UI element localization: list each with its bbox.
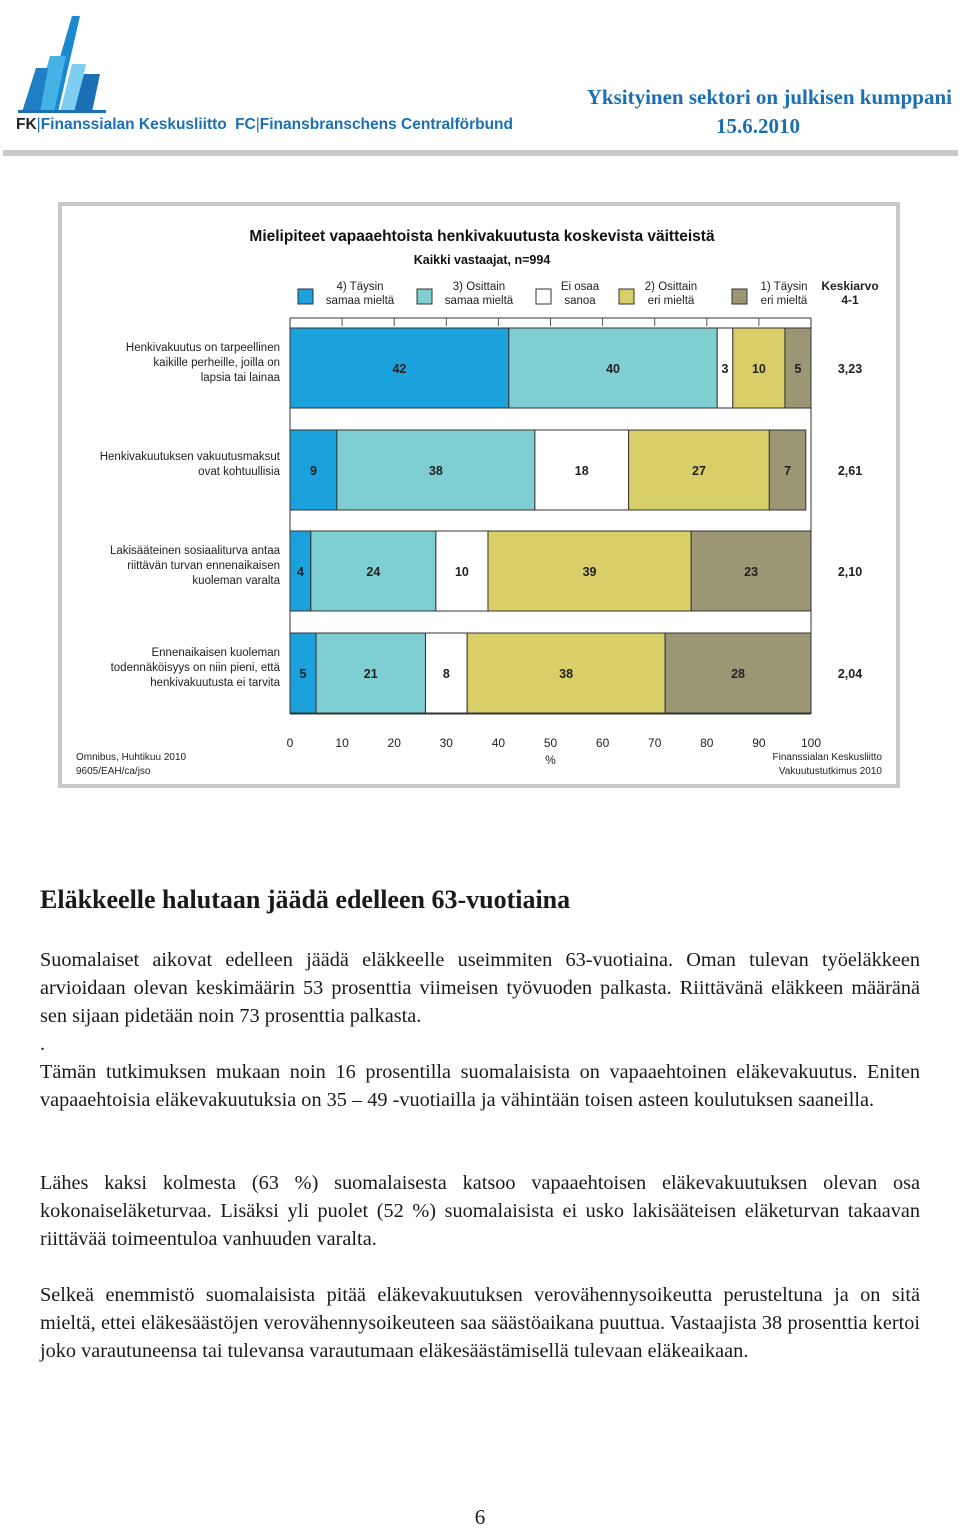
x-tick-label-70: 70: [648, 736, 662, 750]
org-fk-abbr: FK: [16, 116, 37, 133]
paragraph-dot: .: [40, 1033, 46, 1055]
org-fc-name: Finansbranschens Centralförbund: [259, 116, 513, 133]
legend-label-5: 1) Täysin eri mieltä: [760, 281, 808, 307]
paragraph-3: Lähes kaksi kolmesta (63 %) suomalaisesta katsoo vapaaehtoisen eläkevakuutuksen olevan osa kokonaiseläketurvaa. Lisäksi yli puolet (52 %) suomalaisista ei usko lakisääteisen eläketurvan takaavan riittävää toimeentuloa vanhuuden varalta.: [40, 1172, 920, 1250]
bar-label-r1-s3: 3: [721, 362, 729, 376]
paragraph-4: Selkeä enemmistö suomalaisista pitää eläkevakuutuksen verovähennysoikeutta perusteltuna ja on sitä mieltä, ettei eläkesäästöjen verovähennysoikeuteen saa säästöaikana puuttua. Vastaajista 38 prosenttia kertoi joko varautuneensa tai tulevansa varautumaan eläkesäästämisellä tulevaan eläkeaikaan.: [40, 1284, 920, 1362]
source-left: Omnibus, Huhtikuu 2010 9605/EAH/ca/jso: [76, 752, 187, 777]
mean-value-1: 3,23: [837, 362, 863, 376]
legend-label-2: 3) Osittain samaa mieltä: [444, 281, 514, 307]
mean-header: Keskiarvo 4-1: [821, 279, 879, 307]
legend-label-1: 4) Täysin samaa mieltä: [325, 281, 395, 307]
category-label-4: Ennenaikaisen kuoleman todennäköisyys on niin pieni, että henkivakuutusta ei tarvita: [110, 647, 280, 689]
bar-label-r4-s5: 28: [731, 667, 746, 681]
bar-label-r2-s2: 38: [428, 464, 443, 478]
bar-label-r2-s1: 9: [309, 464, 317, 478]
bar-label-r3-s5: 23: [744, 565, 759, 579]
paragraph-1: Suomalaiset aikovat edelleen jäädä eläkkeelle useimmiten 63-vuotiaina. Oman tulevan työeläkkeen arvioidaan olevan keskimäärin 53 prosenttia viimeisen työvuoden palkasta. Riittävänä eläkkeen määränä sen sijaan pidetään noin 73 prosenttia palkasta.: [40, 949, 920, 1027]
x-tick-label-80: 80: [700, 736, 714, 750]
bar-label-r1-s1: 42: [392, 362, 407, 376]
paragraph-2: Tämän tutkimuksen mukaan noin 16 prosentilla suomalaisista on vapaaehtoinen eläkevakuutus. Eniten vapaaehtoisia eläkevakuutuksia on 35 – 49 -vuotiailla ja vähintään toisen asteen koulutuksen saaneilla.: [40, 1061, 920, 1111]
header-date: 15.6.2010: [716, 114, 800, 138]
legend-swatch-3: [536, 289, 551, 304]
bar-label-r4-s1: 5: [299, 667, 307, 681]
bar-label-r1-s5: 5: [794, 362, 802, 376]
category-label-3: Lakisääteinen sosiaaliturva antaa riittävän turvan ennenaikaisen kuoleman varalta: [109, 545, 280, 587]
category-label-2: Henkivakuutuksen vakuutusmaksut ovat kohtuullisia: [99, 451, 280, 478]
bar-label-r3-s3: 10: [454, 565, 469, 579]
bar-label-r2-s5: 7: [784, 464, 792, 478]
org-fk-name: Finanssialan Keskusliitto: [40, 116, 227, 133]
x-tick-label-50: 50: [543, 736, 558, 750]
x-tick-label-100: 100: [800, 736, 822, 750]
bar-label-r4-s4: 38: [559, 667, 574, 681]
x-tick-label-10: 10: [335, 736, 349, 750]
header-divider: [3, 150, 958, 156]
mean-value-4: 2,04: [837, 667, 863, 681]
bar-label-r2-s3: 18: [574, 464, 589, 478]
x-tick-label-30: 30: [439, 736, 453, 750]
organization-name: FK|Finanssialan Keskusliitto FC|Finansbranschens Centralförbund: [16, 116, 513, 133]
x-tick-label-90: 90: [752, 736, 766, 750]
x-tick-label-20: 20: [387, 736, 401, 750]
chart-subtitle: Kaikki vastaajat, n=994: [413, 253, 551, 267]
x-tick-label-0: 0: [286, 736, 294, 750]
legend-swatch-4: [619, 289, 634, 304]
org-fc-abbr: FC: [235, 116, 256, 133]
bar-label-r4-s3: 8: [442, 667, 450, 681]
stacked-bar-chart: [62, 206, 896, 784]
bar-label-r3-s4: 39: [582, 565, 597, 579]
category-label-1: Henkivakuutus on tarpeellinen kaikille perheille, joilla on lapsia tai lainaa: [125, 342, 280, 384]
legend-swatch-2: [417, 289, 432, 304]
header-title: Yksityinen sektori on julkisen kumppani: [586, 85, 952, 109]
legend-swatch-5: [732, 289, 747, 304]
mean-value-2: 2,61: [837, 464, 863, 478]
page-number: 6: [474, 1505, 486, 1529]
legend-label-4: 2) Osittain eri mieltä: [644, 281, 698, 307]
x-tick-label-40: 40: [491, 736, 506, 750]
bar-label-r4-s2: 21: [363, 667, 378, 681]
bar-label-r1-s4: 10: [751, 362, 766, 376]
x-axis-label: %: [545, 753, 556, 767]
source-right: Finanssialan Keskusliitto Vakuutustutkimus 2010: [772, 752, 882, 777]
mean-value-3: 2,10: [837, 565, 863, 579]
bar-label-r2-s4: 27: [692, 464, 706, 478]
bar-label-r1-s2: 40: [606, 362, 620, 376]
bar-label-r3-s1: 4: [296, 565, 304, 579]
legend-label-3: Ei osaa sanoa: [560, 281, 600, 307]
chart-title: Mielipiteet vapaaehtoista henkivakuutusta koskevista väitteistä: [249, 228, 715, 245]
fk-logo: [14, 8, 114, 114]
bar-label-r3-s2: 24: [366, 565, 381, 579]
legend-swatch-1: [298, 289, 313, 304]
article-heading: Eläkkeelle halutaan jäädä edelleen 63-vuotiaina: [40, 885, 571, 914]
chart-frame: [58, 202, 900, 788]
x-tick-label-60: 60: [595, 736, 610, 750]
